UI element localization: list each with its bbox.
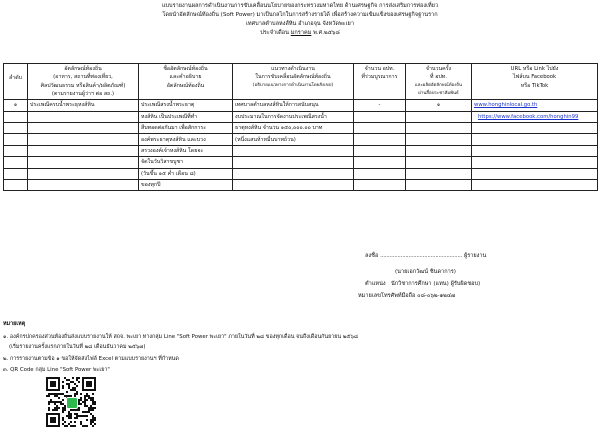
cell-count-times [406,134,472,145]
cell-approach: (หนึ่งแสนห้าหมื่นบาทถ้วน) [233,134,354,145]
note-2: ๒. การรายงานตามข้อ ๑ ขอให้จัดส่งไฟล์ Excel ตามแบบรายงานฯ ที่กำหนด [3,356,179,362]
table-row [4,145,598,156]
qr-module [64,421,66,423]
cell-identity [28,145,139,156]
url-link[interactable]: www.honghinlocal.go.th [474,102,538,109]
period-year: พ.ศ.๒๕๖๘ [313,30,340,36]
qr-module [78,381,80,383]
table-row [4,134,598,145]
cell-count-lao [354,145,406,156]
qr-module [80,403,82,405]
h5-line: จำนวน อปท. [364,66,395,72]
cell-approach: ธาตุหงส์หิน จำนวน ๑๕๐,๐๐๐.๐๐ บาท [233,122,354,133]
qr-module [66,391,68,393]
qr-module [66,425,68,427]
h2-line: ศิลปวัฒนธรรม หรือสินค้า/ผลิตภัณฑ์) [40,82,126,89]
header-publicity-count [406,64,472,100]
cell-count-lao [354,122,406,133]
cell-approach [233,168,354,179]
cell-url [472,100,598,111]
cell-no [4,168,28,179]
cell-no [4,179,28,190]
qr-module [80,393,82,395]
signature-line [365,252,486,261]
qr-module [62,411,64,413]
qr-module [86,399,88,401]
header-url [472,64,598,100]
header-approach [233,64,354,100]
qr-finder [50,381,56,387]
cell-no [4,122,28,133]
qr-module [76,417,78,419]
signer-position [365,280,480,289]
note-3: ๓. QR Code กลุ่ม Line "Soft Power พะเยา" [3,367,110,373]
cell-count-times [406,179,472,190]
qr-module [78,409,80,411]
qr-module [48,409,50,411]
table-row [4,157,598,168]
h4-line: (อธิบายแนวทางการดำเนินงานโดยสังเขป) [252,82,334,88]
h2-line: (อาหาร, สถานที่ท่องเที่ยว, [53,74,113,81]
cell-url [472,168,598,179]
h6-line: จำนวนครั้ง [425,66,452,72]
cell-no [4,145,28,156]
cell-count-times [406,168,472,179]
cell-count-times [406,122,472,133]
reporter-label: ผู้รายงาน [463,253,487,259]
cell-url [472,122,598,133]
cell-approach [233,157,354,168]
period-prefix: ประจำเดือน [260,30,289,36]
cell-name: องค์พระธาตุหงส์หิน และบวง [139,134,233,145]
sign-dots: .................................................... [380,253,463,259]
report-title-line1: แบบรายงานผลการดำเนินงานการขับเคลื่อนนโยบายของกระทรวงมหาดไทย ด้านเศรษฐกิจ การส่งเสริมการท่องเที่ยว [161,3,439,9]
qr-module [86,415,88,417]
cell-identity [28,122,139,133]
h7-line: หรือ TikTok [520,82,549,89]
organization-line: เทศบาลตำบลหงส์หิน อำเภอจุน จังหวัดพะเยา [246,21,354,27]
table-row [4,111,598,122]
cell-no: ๑ [4,100,28,111]
cell-count-lao [354,111,406,122]
phone-label: หมายเลขโทรศัพท์มือถือ [358,293,416,299]
header-identity-name [139,64,233,100]
period-month: มกราคม [290,30,312,36]
table-row [4,100,598,111]
qr-module [62,399,64,401]
cell-count-times [406,111,472,122]
cell-count-lao: - [354,100,406,111]
cell-url [472,145,598,156]
cell-identity: ประเพณีครบน้ำพระธุหงส์หิน [28,100,139,111]
qr-module [48,395,50,397]
sign-label: ลงชื่อ [365,253,379,259]
table-header-row [4,64,598,100]
qr-module [58,397,60,399]
signer-phone [358,292,455,301]
cell-no [4,111,28,122]
cell-count-lao [354,179,406,190]
line-qr-code-icon[interactable] [46,377,96,427]
h5-line: ที่ร่วมบูรณาการ [361,74,398,81]
cell-name: (วันขึ้น ๑๕ ค่ำ เดือน ๘) [139,168,233,179]
qr-module [94,407,96,409]
qr-module [72,377,74,379]
line-logo-icon [66,397,78,409]
qr-module [74,425,76,427]
cell-name: จัดในวันวิสาขบูชา [139,157,233,168]
url-link[interactable]: https://www.facebook.com/honghin99 [478,113,579,120]
cell-identity [28,111,139,122]
qr-module [94,423,96,425]
qr-module [92,393,94,395]
qr-module [48,403,50,405]
cell-count-times [406,157,472,168]
qr-module [94,419,96,421]
position-label: ตำแหน่ง [365,281,386,287]
header-lao-count [354,64,406,100]
qr-module [76,385,78,387]
qr-finder [86,381,92,387]
cell-name: ของทุกปี [139,179,233,190]
cell-identity [28,134,139,145]
qr-module [94,403,96,405]
h3-line: ชื่ออัตลักษณ์ท้องถิ่น [163,66,208,72]
cell-count-lao [354,168,406,179]
qr-module [92,425,94,427]
h2-line: อัตลักษณ์ท้องถิ่น [64,66,102,72]
cell-count-lao [354,134,406,145]
phone-value: ๐๘-๐๖๒-๑๒๔๗ [417,293,456,299]
notes-title: หมายเหตุ [3,321,26,327]
table-row [4,168,598,179]
qr-module [70,417,72,419]
cell-url [472,111,598,122]
cell-identity [28,168,139,179]
qr-module [74,421,76,423]
qr-module [62,387,64,389]
note-1: ๑. องค์กรปกครองส่วนท้องถิ่นส่งแบบรายงานให้ สถจ. พะเยา ทางกลุ่ม Line "Soft Power พะเยา" ภายในวันที่ ๒๘ ของทุกเดือน จนถึงเดือนกันยายน ๒๕๖๘ [3,334,359,340]
position-value: นักวิชาการศึกษา (แทน) ผู้รับผิดชอบ) [390,281,481,287]
report-period [0,29,600,38]
h3-line: อัตลักษณ์ท้องถิ่น [166,82,205,89]
cell-approach [233,145,354,156]
qr-module [78,377,80,379]
qr-module [86,425,88,427]
h4-line: แนวทางดำเนินงาน [271,66,315,72]
signer-name: (นายเอกวัฒน์ ชินดาการ) [395,269,456,275]
cell-name: สืบทอดต่อกันมา เพื่อสักการะ [139,122,233,133]
h4-line: ในการขับเคลื่อนอัตลักษณ์ท้องถิ่น [255,74,331,81]
header-identity [28,64,139,100]
cell-name: ประเพณีสรงน้ำพระธาตุ [139,100,233,111]
cell-approach: งบประมาณในการจัดงานประเพณีสรงน้ำ [233,111,354,122]
cell-url [472,179,598,190]
h2-line: (ตามรายงานผู้ว่าฯ ต่อ สถ.) [51,90,115,97]
qr-finder [50,417,56,423]
h6-line: และผลิตอัตลักษณ์ท้องถิ่น [414,82,463,88]
cell-identity [28,157,139,168]
cell-approach [233,179,354,190]
cell-count-times: ๑ [406,100,472,111]
table-row [4,122,598,133]
h7-line: ไฟล์บน Facebook [512,74,557,81]
cell-identity [28,179,139,190]
qr-module [64,409,66,411]
report-title-line2: โดยนำอัตลักษณ์ท้องถิ่น (Soft Power) มาเป็นกลไกในการสร้างรายได้ เพื่อสร้างความเข้มแข็งของเศรษฐกิจฐานราก [162,12,438,18]
qr-module [70,421,72,423]
header-order: ลำดับ [4,64,28,100]
cell-count-lao [354,157,406,168]
h7-line: URL หรือ Link ไปยัง [510,66,559,72]
cell-url [472,157,598,168]
qr-module [62,381,64,383]
h6-line: ผ่านสื่อประชาสัมพันธ์ [418,90,459,96]
note-1b: (เริ่มรายงานครั้งแรกภายในวันที่ ๒๘ เดือนธันวาคม ๒๕๖๗) [9,344,146,350]
cell-count-times [406,145,472,156]
table-row [4,179,598,190]
h3-line: และคำอธิบาย [169,74,202,81]
qr-module [56,409,58,411]
cell-no [4,157,28,168]
h6-line: ที่ อปท. [430,74,447,81]
qr-module [86,419,88,421]
cell-name: หงส์หิน เป็นประเพณีที่ทำ [139,111,233,122]
cell-url [472,134,598,145]
cell-approach: เทศบาลตำบลหงส์หินให้การสนับสนุน [233,100,354,111]
cell-name: สรวงองค์เจ้าหงส์หิน โดยจะ [139,145,233,156]
qr-module [76,393,78,395]
qr-module [92,409,94,411]
cell-no [4,134,28,145]
qr-module [58,407,60,409]
report-table [3,63,598,191]
